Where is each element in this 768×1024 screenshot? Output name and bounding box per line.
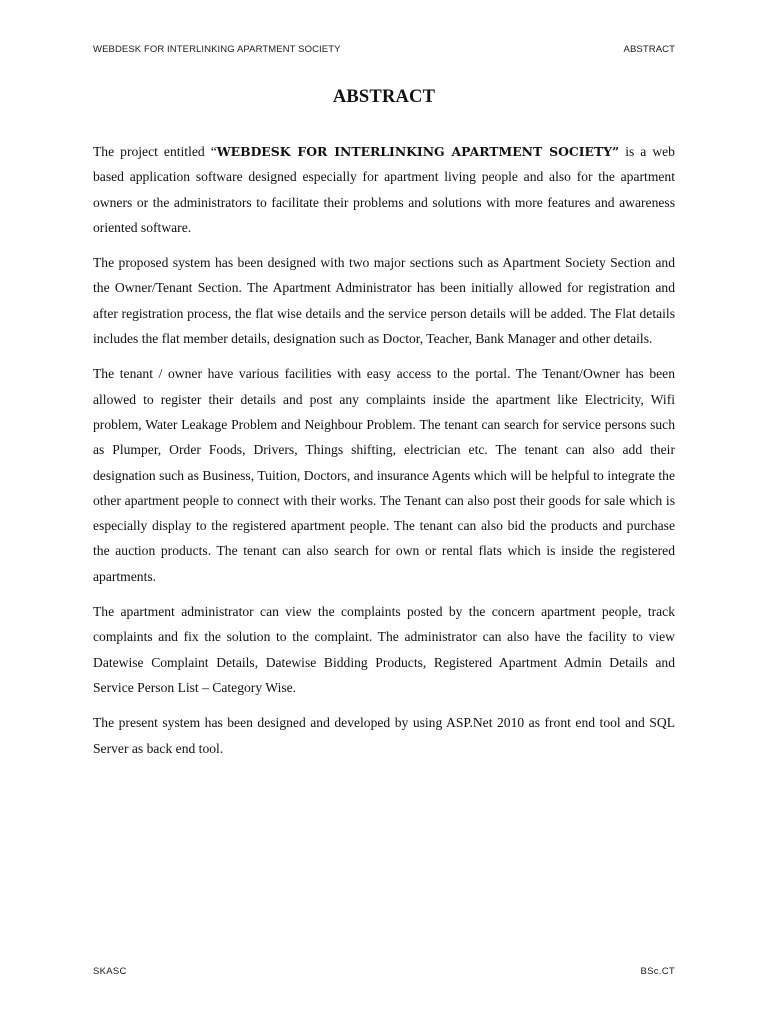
abstract-body bbox=[93, 139, 675, 771]
paragraph-intro bbox=[93, 139, 675, 240]
header-section-name: ABSTRACT bbox=[623, 44, 675, 55]
paragraph-tenant-features: The tenant / owner have various facilities with easy access to the portal. The Tenant/Owner has been allowed to register their details and post any complaints inside the apartment like Electricity, Wifi problem, Water Leakage Problem and Neighbour Problem. The tenant can search for service persons such as Plumper, Order Foods, Drivers, Things shifting, electrician etc. The tenant can also add their designation such as Business, Tuition, Doctors, and insurance Agents which will be helpful to integrate the other apartment people to connect with their works. The Tenant can also post their goods for sale which is especially display to the registered apartment people. The tenant can also bid the products and purchase the auction products. The tenant can also search for own or rental flats which is inside the registered apartments. bbox=[93, 366, 675, 584]
paragraph-administrator-features: The apartment administrator can view the complaints posted by the concern apartment people, track complaints and fix the solution to the complaint. The administrator can also have the facility to view Datewise Complaint Details, Datewise Bidding Products, Registered Apartment Admin Details and Service Person List – Category Wise. bbox=[93, 604, 675, 695]
page-footer bbox=[93, 966, 675, 980]
footer-institution: SKASC bbox=[93, 966, 127, 977]
page-title: ABSTRACT bbox=[332, 87, 436, 107]
paragraph-proposed-system: The proposed system has been designed with two major sections such as Apartment Society Section and the Owner/Tenant Section. The Apartment Administrator has been initially allowed for registration and after registration process, the flat wise details and the service person details will be added. The Flat details includes the flat member details, designation such as Doctor, Teacher, Bank Manager and other details. bbox=[93, 255, 675, 347]
header-document-title: WEBDESK FOR INTERLINKING APARTMENT SOCIETY bbox=[93, 44, 341, 55]
intro-prefix: The project entitled “ bbox=[93, 144, 217, 159]
project-name: WEBDESK FOR INTERLINKING APARTMENT SOCIETY” bbox=[216, 144, 620, 159]
page-header bbox=[93, 44, 675, 58]
intro-suffix: is a web based application software designed especially for apartment living people and also for the apartment owners or the administrators to facilitate their problems and solutions with more features and awareness oriented software. bbox=[93, 144, 675, 235]
paragraph-technology: The present system has been designed and developed by using ASP.Net 2010 as front end tool and SQL Server as back end tool. bbox=[93, 715, 675, 756]
footer-course: BSc.CT bbox=[640, 966, 675, 977]
